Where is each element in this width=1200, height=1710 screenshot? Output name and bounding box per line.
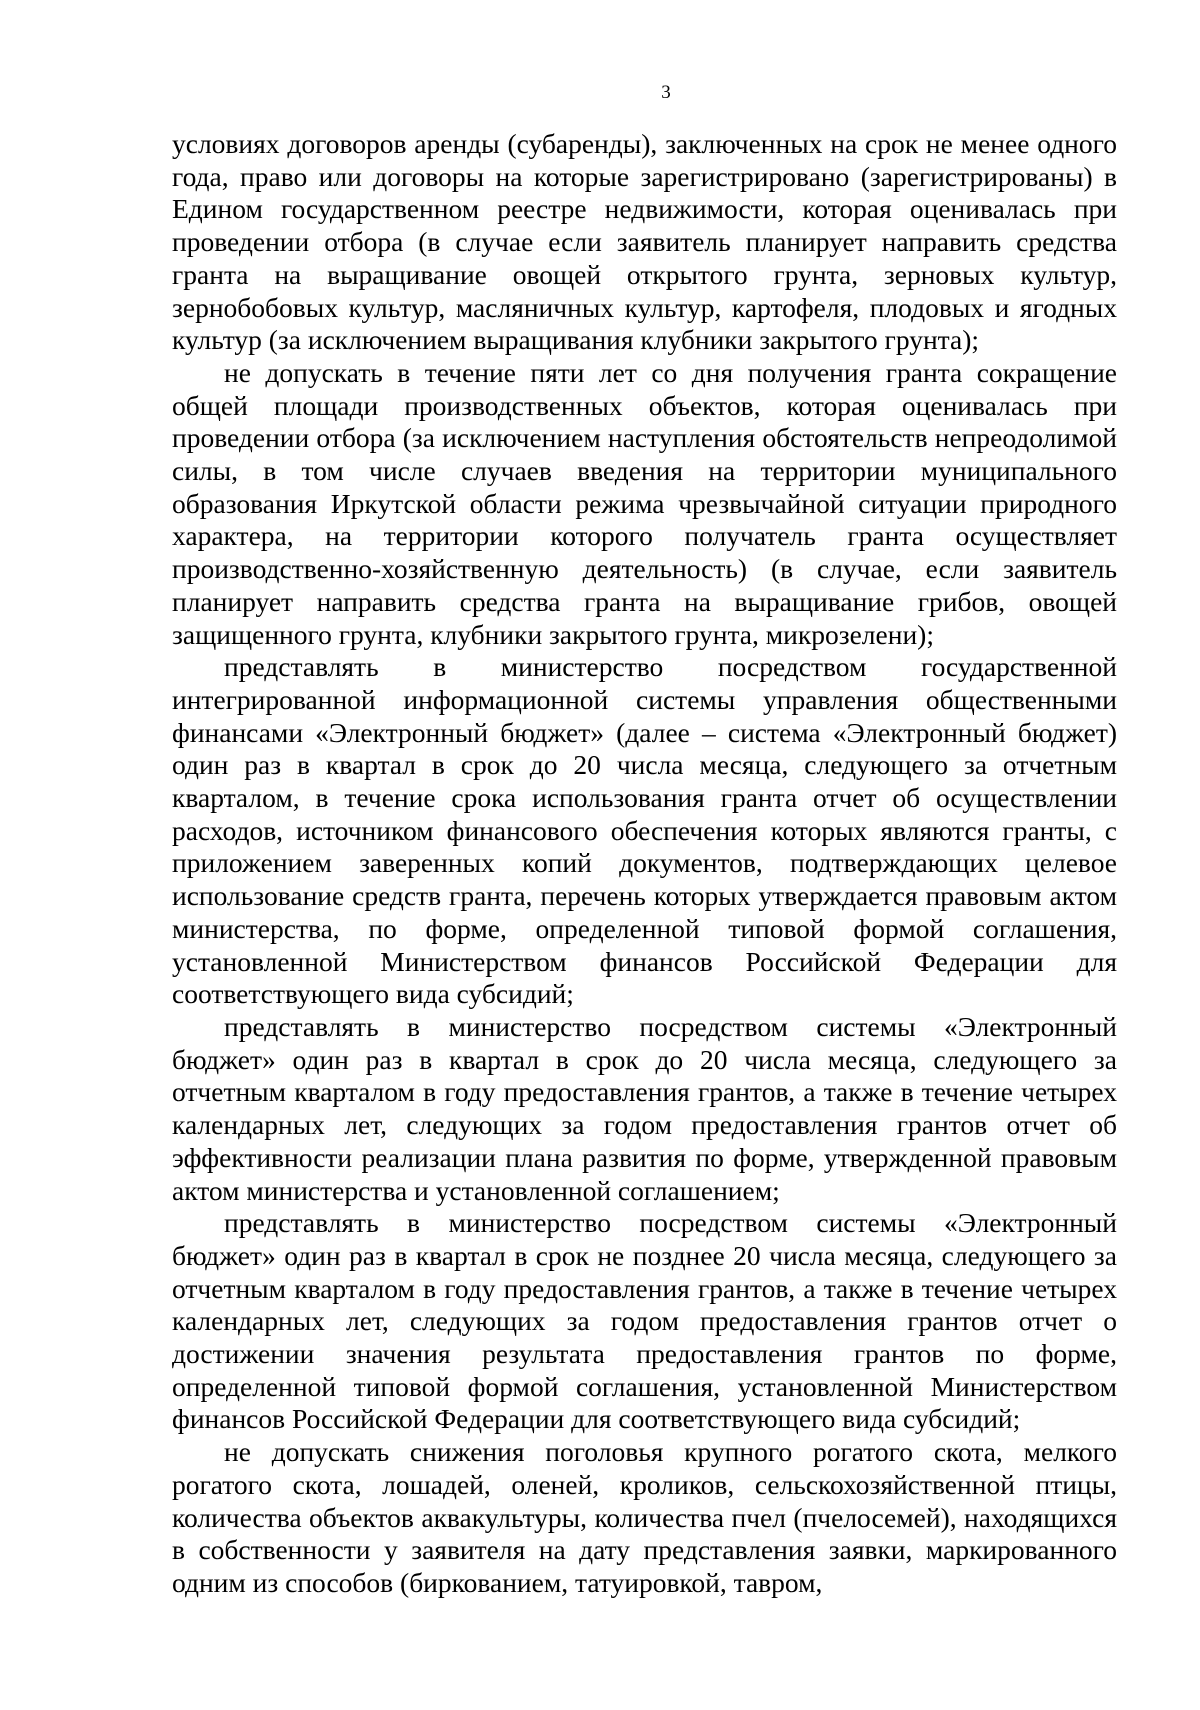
paragraph-6: не допускать снижения поголовья крупного рогатого скота, мелкого рогатого скота, лошадей, оленей, кроликов, сельскохозяйственной птицы, количества объектов аквакультуры, количества пчел (пчелосемей), находящихся в собственности у заявителя на дату представления заявки, маркированного одним из способов (биркованием, татуировкой, тавром, <box>172 1436 1117 1598</box>
paragraph-4: представлять в министерство посредством системы «Электронный бюджет» один раз в квартал в срок до 20 числа месяца, следующего за отчетным кварталом в году предоставления грантов, а также в течение четырех календарных лет, следующих за годом предоставления грантов отчет об эффективности реализации плана развития по форме, утвержденной правовым актом министерства и установленной соглашением; <box>172 1010 1117 1206</box>
paragraph-1: условиях договоров аренды (субаренды), заключенных на срок не менее одного года, право или договоры на которые зарегистрировано (зарегистрированы) в Едином государственном реестре недвижимости, которая оценивалась при проведении отбора (в случае если заявитель планирует направить средства гранта на выращивание овощей открытого грунта, зерновых культур, зернобобовых культур, масляничных культур, картофеля, плодовых и ягодных культур (за исключением выращивания клубники закрытого грунта); <box>172 128 1117 356</box>
page-number: 3 <box>661 82 671 103</box>
document-body <box>172 128 1117 1600</box>
paragraph-5: представлять в министерство посредством системы «Электронный бюджет» один раз в квартал в срок не позднее 20 числа месяца, следующего за отчетным кварталом в году предоставления грантов, а также в течение четырех календарных лет, следующих за годом предоставления грантов отчет о достижении значения результата предоставления грантов по форме, определенной типовой формой соглашения, установленной Министерством финансов Российской Федерации для соответствующего вида субсидий; <box>172 1207 1117 1435</box>
paragraph-2: не допускать в течение пяти лет со дня получения гранта сокращение общей площади производственных объектов, которая оценивалась при проведении отбора (за исключением наступления обстоятельств непреодолимой силы, в том числе случаев введения на территории муниципального образования Иркутской области режима чрезвычайной ситуации природного характера, на территории которого получатель гранта осуществляет производственно-хозяйственную деятельность) (в случае, если заявитель планирует направить средства гранта на выращивание грибов, овощей защищенного грунта, клубники закрытого грунта, микрозелени); <box>172 356 1117 650</box>
paragraph-3: представлять в министерство посредством государственной интегрированной информационной системы управления общественными финансами «Электронный бюджет» (далее – система «Электронный бюджет) один раз в квартал в срок до 20 числа месяца, следующего за отчетным кварталом, в течение срока использования гранта отчет об осуществлении расходов, источником финансового обеспечения которых являются гранты, с приложением заверенных копий документов, подтверждающих целевое использование средств гранта, перечень которых утверждается правовым актом министерства, по форме, определенной типовой формой соглашения, установленной Министерством финансов Российской Федерации для соответствующего вида субсидий; <box>172 651 1117 1010</box>
